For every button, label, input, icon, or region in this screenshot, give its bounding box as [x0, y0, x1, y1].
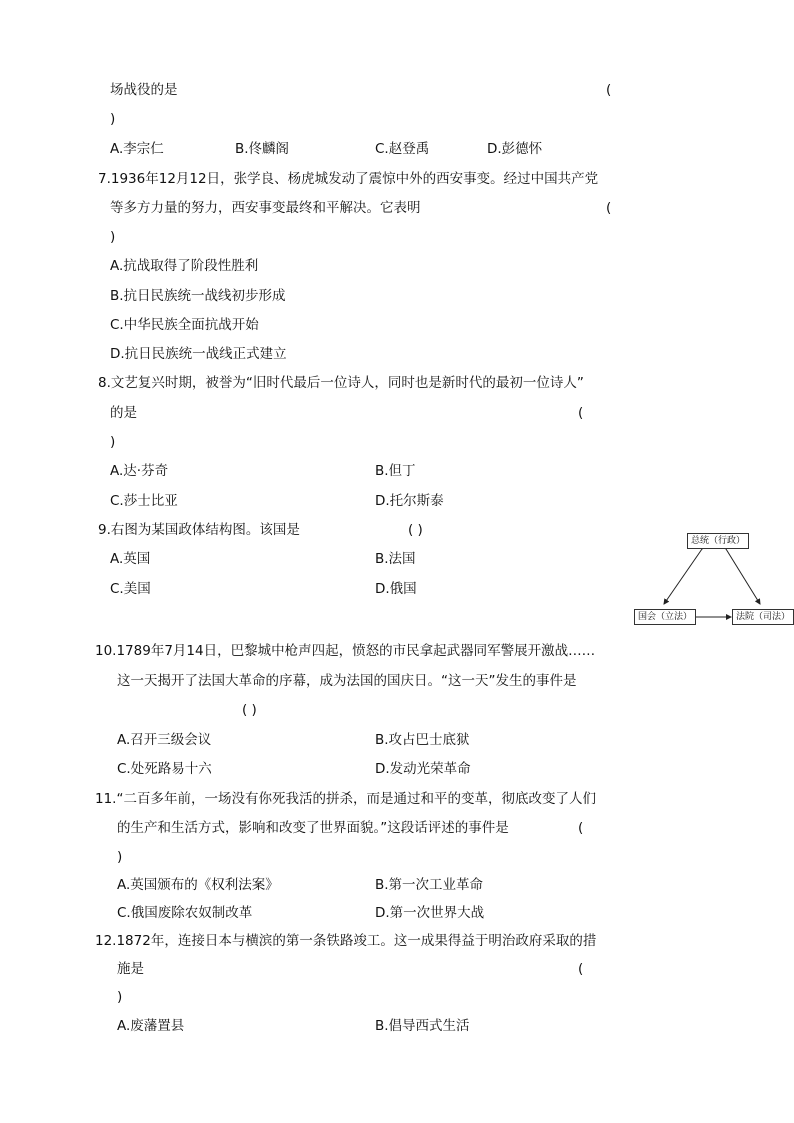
q6-answer-paren-close: ) — [110, 111, 116, 127]
q10-option-a: A.召开三级会议 — [117, 732, 212, 748]
q12-option-a: A.废藩置县 — [117, 1018, 185, 1034]
diagram-node-court: 法院（司法） — [732, 609, 794, 625]
q8-stem-line1: 8.文艺复兴时期，被誉为“旧时代最后一位诗人，同时也是新时代的最初一位诗人” — [98, 375, 584, 391]
q8-answer-paren-open: ( — [578, 405, 584, 421]
q9-answer-paren: ( ) — [408, 522, 423, 538]
q6-option-c: C.赵登禹 — [375, 141, 430, 157]
q9-option-a: A.英国 — [110, 551, 151, 567]
q6-answer-paren-open: ( — [606, 82, 612, 98]
q8-stem-line2: 的是 — [110, 405, 137, 421]
q11-option-b: B.第一次工业革命 — [375, 877, 484, 893]
q11-stem-line1: 11.“二百多年前，一场没有你死我活的拼杀，而是通过和平的变革，彻底改变了人们 — [95, 791, 596, 807]
q12-answer-paren-open: ( — [578, 961, 584, 977]
government-structure-diagram — [632, 530, 792, 632]
q8-option-a: A.达·芬奇 — [110, 463, 169, 479]
q9-option-c: C.美国 — [110, 581, 151, 597]
q11-answer-paren-open: ( — [578, 820, 584, 836]
q10-option-d: D.发动光荣革命 — [375, 761, 471, 777]
q8-option-b: B.但丁 — [375, 463, 416, 479]
q10-option-b: B.攻占巴士底狱 — [375, 732, 470, 748]
q8-answer-paren-close: ) — [110, 434, 116, 450]
q8-option-c: C.莎士比亚 — [110, 493, 178, 509]
q9-stem: 9.右图为某国政体结构图。该国是 — [98, 522, 300, 538]
q6-stem: 场战役的是 — [110, 82, 178, 98]
q7-option-d: D.抗日民族统一战线正式建立 — [110, 346, 287, 362]
q7-answer-paren-open: ( — [606, 200, 612, 216]
q11-option-a: A.英国颁布的《权利法案》 — [117, 877, 279, 893]
q12-stem-line2: 施是 — [117, 961, 144, 977]
q6-option-b: B.佟麟阁 — [235, 141, 290, 157]
q10-stem-line2: 这一天揭开了法国大革命的序幕，成为法国的国庆日。“这一天”发生的事件是 — [117, 673, 577, 689]
q10-answer-paren: ( ) — [242, 702, 257, 718]
q11-stem-line2: 的生产和生活方式，影响和改变了世界面貌。”这段话评述的事件是 — [117, 820, 509, 836]
q7-option-a: A.抗战取得了阶段性胜利 — [110, 258, 259, 274]
q11-option-d: D.第一次世界大战 — [375, 905, 485, 921]
diagram-node-president: 总统（行政） — [687, 533, 749, 549]
q11-answer-paren-close: ) — [117, 849, 123, 865]
q12-answer-paren-close: ) — [117, 989, 123, 1005]
q10-stem-line1: 10.1789年7月14日，巴黎城中枪声四起，愤怒的市民拿起武器同军警展开激战…… — [95, 643, 596, 659]
q6-option-d: D.彭德怀 — [487, 141, 543, 157]
q8-option-d: D.托尔斯泰 — [375, 493, 444, 509]
q7-stem-line2: 等多方力量的努力，西安事变最终和平解决。它表明 — [110, 200, 421, 216]
q11-option-c: C.俄国废除农奴制改革 — [117, 905, 253, 921]
diagram-node-congress: 国会（立法） — [634, 609, 696, 625]
q9-option-d: D.俄国 — [375, 581, 417, 597]
q9-option-b: B.法国 — [375, 551, 416, 567]
q10-option-c: C.处死路易十六 — [117, 761, 212, 777]
q12-stem-line1: 12.1872年，连接日本与横滨的第一条铁路竣工。这一成果得益于明治政府采取的措 — [95, 933, 597, 949]
q12-option-b: B.倡导西式生活 — [375, 1018, 470, 1034]
q7-answer-paren-close: ) — [110, 229, 116, 245]
q7-option-b: B.抗日民族统一战线初步形成 — [110, 288, 286, 304]
q6-option-a: A.李宗仁 — [110, 141, 164, 157]
q7-option-c: C.中华民族全面抗战开始 — [110, 317, 259, 333]
q7-stem-line1: 7.1936年12月12日，张学良、杨虎城发动了震惊中外的西安事变。经过中国共产党 — [98, 171, 599, 187]
